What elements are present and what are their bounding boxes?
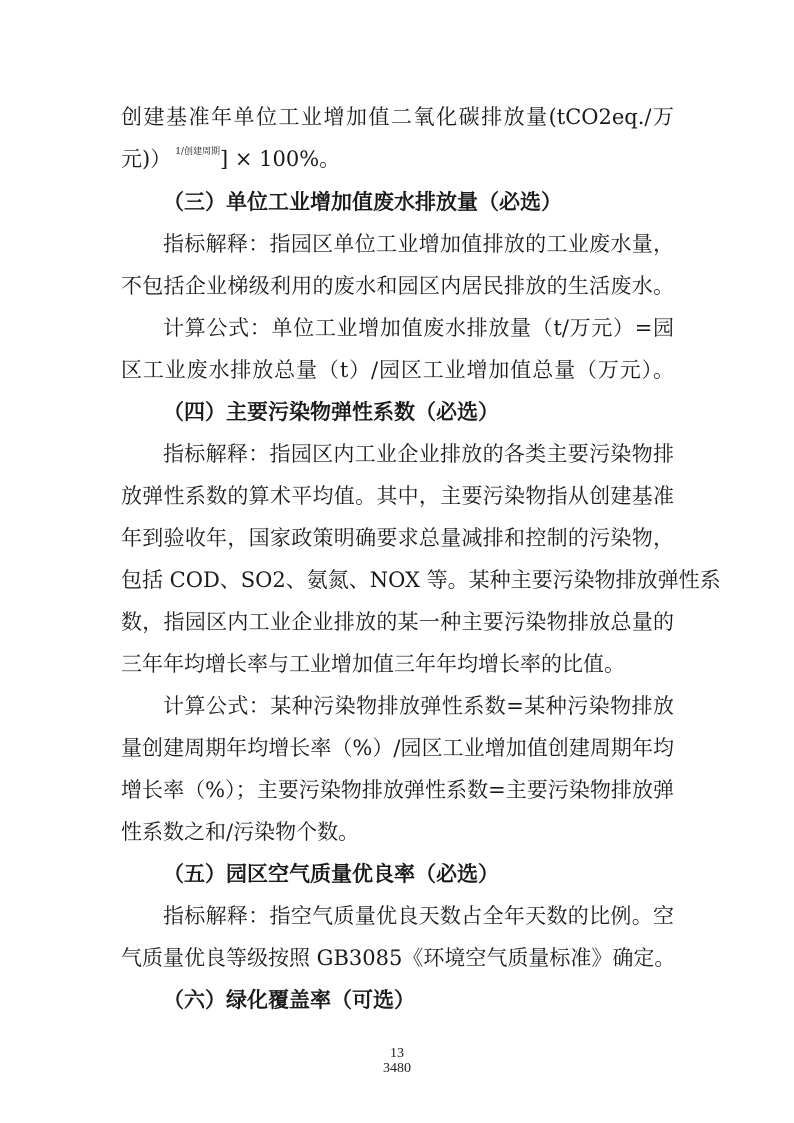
continuation-line-1: 创建基准年单位工业增加值二氧化碳排放量(tCO2eq./万 — [121, 105, 674, 129]
section4-formula-line: 增长率（%）；主要污染物排放弹性系数=主要污染物排放弹 — [121, 778, 674, 802]
section3-formula-line: 计算公式：单位工业增加值废水排放量（t/万元）=园 — [163, 316, 674, 340]
page-number: 13 — [390, 1046, 404, 1061]
section4-formula-line: 量创建周期年均增长率（%）/园区工业增加值创建周期年均 — [121, 736, 674, 760]
document-number: 3480 — [383, 1061, 411, 1076]
section3-heading: （三）单位工业增加值废水排放量（必选） — [163, 189, 562, 214]
continuation-line-2-end: ] × 100%。 — [219, 147, 341, 171]
section4-explanation-line: 包括 COD、SO2、氨氮、NOX 等。某种主要污染物排放弹性系 — [121, 568, 721, 592]
continuation-superscript: 1/创建周期 — [175, 147, 220, 157]
section4-explanation-line: 放弹性系数的算术平均值。其中，主要污染物指从创建基准 — [121, 484, 674, 508]
continuation-line-2-start: 元)） — [121, 147, 172, 171]
section5-explanation-line: 气质量优良等级按照 GB3085《环境空气质量标准》确定。 — [121, 946, 676, 970]
section4-formula-line: 计算公式：某种污染物排放弹性系数=某种污染物排放 — [163, 694, 674, 718]
section4-explanation-line: 三年年均增长率与工业增加值三年年均增长率的比值。 — [121, 652, 625, 676]
section6-heading: （六）绿化覆盖率（可选） — [163, 987, 415, 1012]
section3-explanation-line: 指标解释：指园区单位工业增加值排放的工业废水量， — [163, 232, 674, 256]
section5-heading: （五）园区空气质量优良率（必选） — [163, 861, 499, 886]
section4-heading: （四）主要污染物弹性系数（必选） — [163, 399, 499, 424]
section5-explanation-line: 指标解释：指空气质量优良天数占全年天数的比例。空 — [163, 904, 674, 928]
section4-formula-line: 性系数之和/污染物个数。 — [121, 820, 360, 844]
section4-explanation-line: 数，指园区内工业企业排放的某一种主要污染物排放总量的 — [121, 610, 674, 634]
section4-explanation-line: 指标解释：指园区内工业企业排放的各类主要污染物排 — [163, 442, 674, 466]
section4-explanation-line: 年到验收年，国家政策明确要求总量减排和控制的污染物， — [121, 526, 674, 550]
continuation-line-2 — [121, 144, 674, 179]
section3-formula-line: 区工业废水排放总量（t）/园区工业增加值总量（万元）。 — [121, 358, 674, 382]
section3-explanation-line: 不包括企业梯级利用的废水和园区内居民排放的生活废水。 — [121, 274, 674, 298]
